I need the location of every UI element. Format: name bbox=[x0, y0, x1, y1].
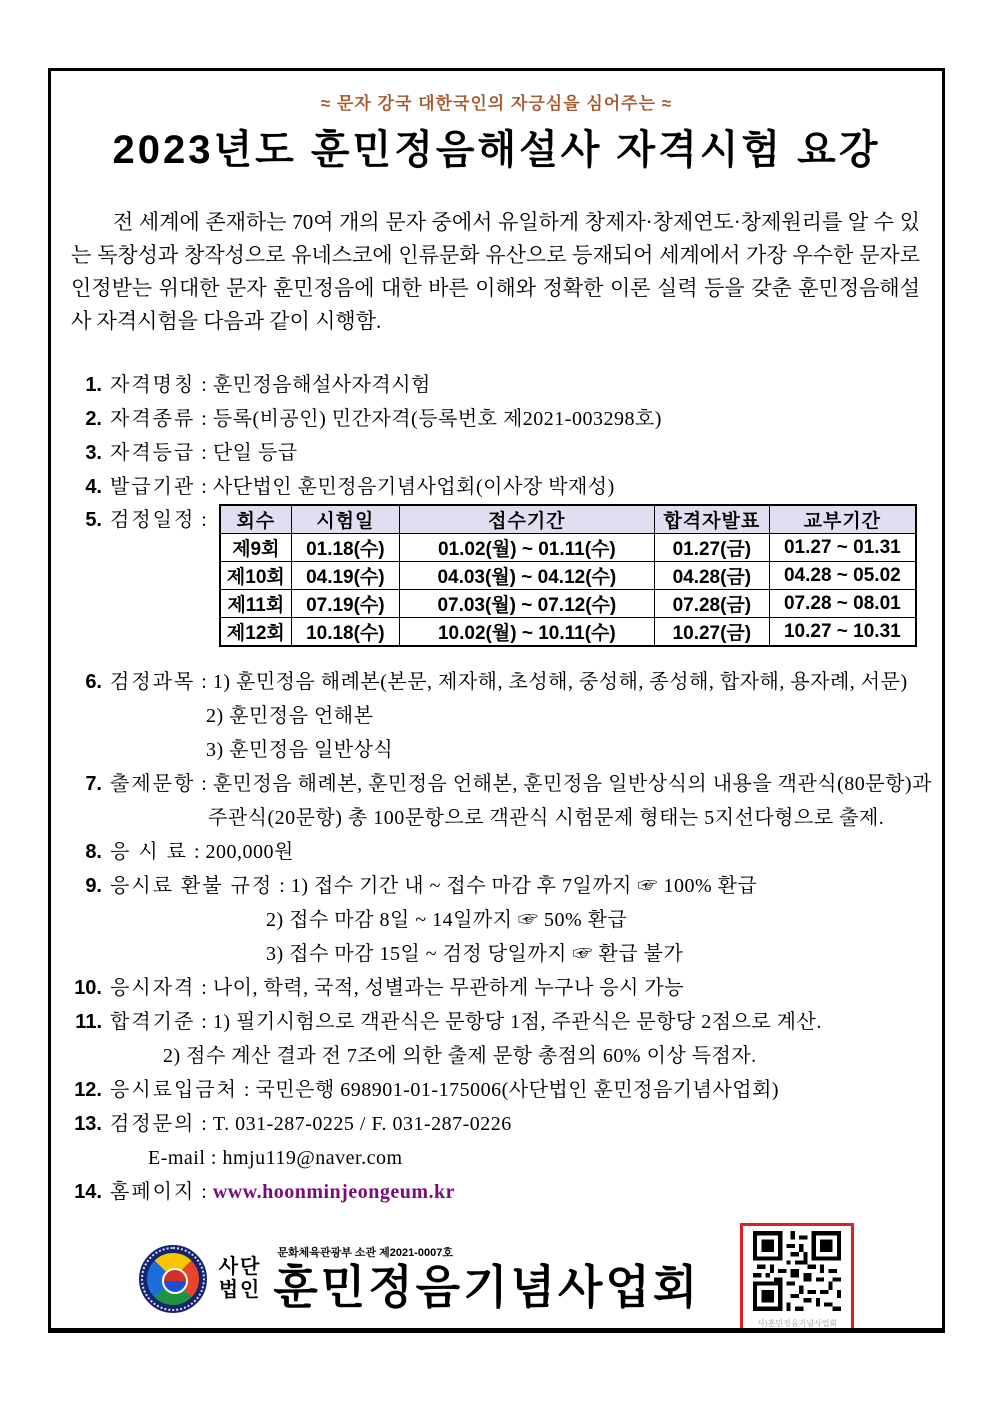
item-label: 검정문의 bbox=[110, 1113, 196, 1135]
table-row bbox=[220, 618, 916, 647]
list-item bbox=[66, 665, 942, 699]
table-row bbox=[220, 534, 916, 562]
item-value: 1) 훈민정음 해례본(본문, 제자해, 초성해, 중성해, 종성해, 합자해, 용자례, 서문) bbox=[212, 671, 908, 693]
item-number: 13. bbox=[74, 1113, 102, 1135]
item-value: 단일 등급 bbox=[212, 442, 298, 464]
table-row bbox=[220, 590, 916, 618]
item-continuation: 주관식(20문항) 총 100문항으로 객관식 시험문제 형태는 5지선다형으로 출제. bbox=[208, 807, 885, 829]
qr-code-box bbox=[740, 1223, 854, 1333]
item-continuation: 2) 점수 계산 결과 전 7조에 의한 출제 문항 총점의 60% 이상 득점자. bbox=[163, 1045, 757, 1067]
item-colon: : bbox=[193, 841, 200, 863]
item-colon: : bbox=[201, 476, 207, 498]
document-tagline: ≈ 문자 강국 대한국인의 자긍심을 심어주는 ≈ bbox=[320, 94, 673, 113]
item-value: 훈민정음 해례본, 훈민정음 언해본, 훈민정음 일반상식의 내용을 객관식(80문항)과 bbox=[212, 773, 932, 795]
item-colon: : bbox=[279, 875, 285, 897]
item-continuation: 3) 접수 마감 15일 ~ 검정 당일까지 ☞ 환급 불가 bbox=[266, 943, 684, 965]
org-name: 훈민정음기념사업회 bbox=[273, 1262, 701, 1313]
org-registration-note: 문화체육관광부 소관 제2021-0007호 bbox=[277, 1247, 453, 1259]
table-cell: 10.02(월) ~ 10.11(수) bbox=[399, 618, 654, 647]
item-label: 합격기준 bbox=[110, 1011, 196, 1033]
org-type-line1: 사단 bbox=[218, 1256, 262, 1278]
org-type-line2: 법인 bbox=[218, 1279, 262, 1301]
list-item bbox=[66, 1175, 942, 1209]
item-label: 응시료 환불 규정 bbox=[110, 875, 274, 897]
item-continuation: 3) 훈민정음 일반상식 bbox=[206, 739, 394, 761]
item-colon: : bbox=[243, 1079, 250, 1101]
item-continuation: E-mail : hmju119@naver.com bbox=[148, 1147, 403, 1169]
item-value: T. 031-287-0225 / F. 031-287-0226 bbox=[212, 1113, 512, 1135]
item-colon: : bbox=[201, 977, 207, 999]
table-cell: 제10회 bbox=[220, 562, 292, 590]
org-type-label bbox=[219, 1256, 262, 1302]
list-item bbox=[66, 1107, 942, 1141]
item-number: 7. bbox=[85, 773, 102, 795]
footer bbox=[51, 1223, 942, 1333]
item-number: 5. bbox=[85, 509, 102, 531]
item-label: 홈페이지 bbox=[110, 1181, 196, 1203]
table-cell: 04.28 ~ 05.02 bbox=[769, 562, 916, 590]
table-cell: 01.27(금) bbox=[654, 534, 769, 562]
list-item-schedule bbox=[66, 504, 942, 647]
item-label: 응시료입금처 bbox=[110, 1079, 238, 1101]
item-number: 4. bbox=[85, 476, 102, 498]
qr-caption: 사)훈민정음기념사업회 bbox=[757, 1319, 838, 1328]
list-item bbox=[66, 402, 942, 436]
table-cell: 01.18(수) bbox=[291, 534, 399, 562]
item-number: 1. bbox=[85, 374, 102, 396]
table-cell: 10.27(금) bbox=[654, 618, 769, 647]
table-header-row bbox=[220, 505, 916, 534]
item-colon: : bbox=[201, 442, 207, 464]
item-label: 응시자격 bbox=[110, 977, 196, 999]
table-header-cell: 접수기간 bbox=[399, 505, 654, 534]
item-colon: : bbox=[201, 773, 207, 795]
item-continuation: 2) 접수 마감 8일 ~ 14일까지 ☞ 50% 환급 bbox=[266, 909, 628, 931]
item-label: 자격등급 bbox=[110, 442, 196, 464]
table-cell: 01.02(월) ~ 01.11(수) bbox=[399, 534, 654, 562]
item-colon: : bbox=[201, 408, 207, 430]
item-label: 자격종류 bbox=[110, 408, 196, 430]
info-list bbox=[51, 368, 942, 1209]
item-number: 10. bbox=[74, 977, 102, 999]
item-label: 검정일정 bbox=[110, 509, 196, 531]
list-item bbox=[66, 368, 942, 402]
table-cell: 04.19(수) bbox=[291, 562, 399, 590]
table-header-cell: 시험일 bbox=[291, 505, 399, 534]
item-colon: : bbox=[201, 509, 207, 531]
list-item bbox=[66, 869, 942, 903]
table-cell: 제11회 bbox=[220, 590, 292, 618]
item-colon: : bbox=[201, 1011, 207, 1033]
item-value: 사단법인 훈민정음기념사업회(이사장 박재성) bbox=[212, 476, 615, 498]
item-label: 출제문항 bbox=[110, 773, 196, 795]
qr-code-icon bbox=[753, 1231, 841, 1311]
item-label: 응 시 료 bbox=[110, 841, 188, 863]
document-page bbox=[48, 68, 945, 1333]
list-item bbox=[66, 436, 942, 470]
item-value: 1) 필기시험으로 객관식은 문항당 1점, 주관식은 문항당 2점으로 계산. bbox=[212, 1011, 822, 1033]
item-label: 검정과목 bbox=[110, 671, 196, 693]
item-number: 6. bbox=[85, 671, 102, 693]
list-item bbox=[66, 835, 942, 869]
item-value: 나이, 학력, 국적, 성별과는 무관하게 누구나 응시 가능 bbox=[212, 977, 685, 999]
table-cell: 07.28 ~ 08.01 bbox=[769, 590, 916, 618]
table-header-cell: 회수 bbox=[220, 505, 292, 534]
item-colon: : bbox=[201, 1181, 207, 1203]
table-cell: 10.18(수) bbox=[291, 618, 399, 647]
item-number: 12. bbox=[74, 1079, 102, 1101]
item-label: 자격명칭 bbox=[110, 374, 196, 396]
item-number: 14. bbox=[74, 1181, 102, 1203]
table-row bbox=[220, 562, 916, 590]
list-item bbox=[66, 470, 942, 504]
list-item bbox=[66, 1005, 942, 1039]
item-colon: : bbox=[201, 671, 207, 693]
item-colon: : bbox=[201, 1113, 207, 1135]
taegeuk-icon bbox=[162, 1268, 188, 1294]
table-cell: 10.27 ~ 10.31 bbox=[769, 618, 916, 647]
list-item bbox=[66, 971, 942, 1005]
table-cell: 제12회 bbox=[220, 618, 292, 647]
item-heading bbox=[66, 504, 213, 535]
table-header-cell: 합격자발표 bbox=[654, 505, 769, 534]
table-cell: 제9회 bbox=[220, 534, 292, 562]
item-value: 국민은행 698901-01-175006(사단법인 훈민정음기념사업회) bbox=[255, 1079, 780, 1101]
table-cell: 01.27 ~ 01.31 bbox=[769, 534, 916, 562]
schedule-table bbox=[219, 504, 917, 647]
item-number: 8. bbox=[85, 841, 102, 863]
item-continuation: 2) 훈민정음 언해본 bbox=[206, 705, 374, 727]
document-title: 2023년도 훈민정음해설사 자격시험 요강 bbox=[112, 128, 881, 172]
homepage-link[interactable]: www.hoonminjeongeum.kr bbox=[212, 1181, 455, 1203]
org-emblem-logo bbox=[139, 1245, 207, 1313]
intro-paragraph: 전 세계에 존재하는 70여 개의 문자 중에서 유일하게 창제자·창제연도·창제원리를 알 수 있는 독창성과 창작성으로 유네스코에 인류문화 유산으로 등재되어 세계에서 가장 우수한 문자로 인정받는 위대한 문자 훈민정음에 대한 바른 이해와 정확한 이론 실력 등을 갖춘 훈민정음해설사 자격시험을 다음과 같이 시행함. bbox=[71, 210, 920, 333]
list-item bbox=[66, 767, 942, 801]
item-value: 1) 접수 기간 내 ~ 접수 마감 후 7일까지 ☞ 100% 환급 bbox=[290, 875, 758, 897]
table-header-cell: 교부기간 bbox=[769, 505, 916, 534]
table-cell: 07.03(월) ~ 07.12(수) bbox=[399, 590, 654, 618]
table-cell: 07.28(금) bbox=[654, 590, 769, 618]
item-number: 11. bbox=[75, 1011, 102, 1033]
item-value: 200,000원 bbox=[205, 841, 294, 863]
item-number: 2. bbox=[85, 408, 102, 430]
item-value: 훈민정음해설사자격시험 bbox=[212, 374, 431, 396]
org-name-block bbox=[273, 1244, 700, 1314]
table-cell: 04.28(금) bbox=[654, 562, 769, 590]
item-value: 등록(비공인) 민간자격(등록번호 제2021-003298호) bbox=[212, 408, 662, 430]
item-number: 3. bbox=[85, 442, 102, 464]
item-colon: : bbox=[201, 374, 207, 396]
list-item bbox=[66, 1073, 942, 1107]
item-number: 9. bbox=[85, 875, 102, 897]
table-cell: 07.19(수) bbox=[291, 590, 399, 618]
table-cell: 04.03(월) ~ 04.12(수) bbox=[399, 562, 654, 590]
item-label: 발급기관 bbox=[110, 476, 196, 498]
